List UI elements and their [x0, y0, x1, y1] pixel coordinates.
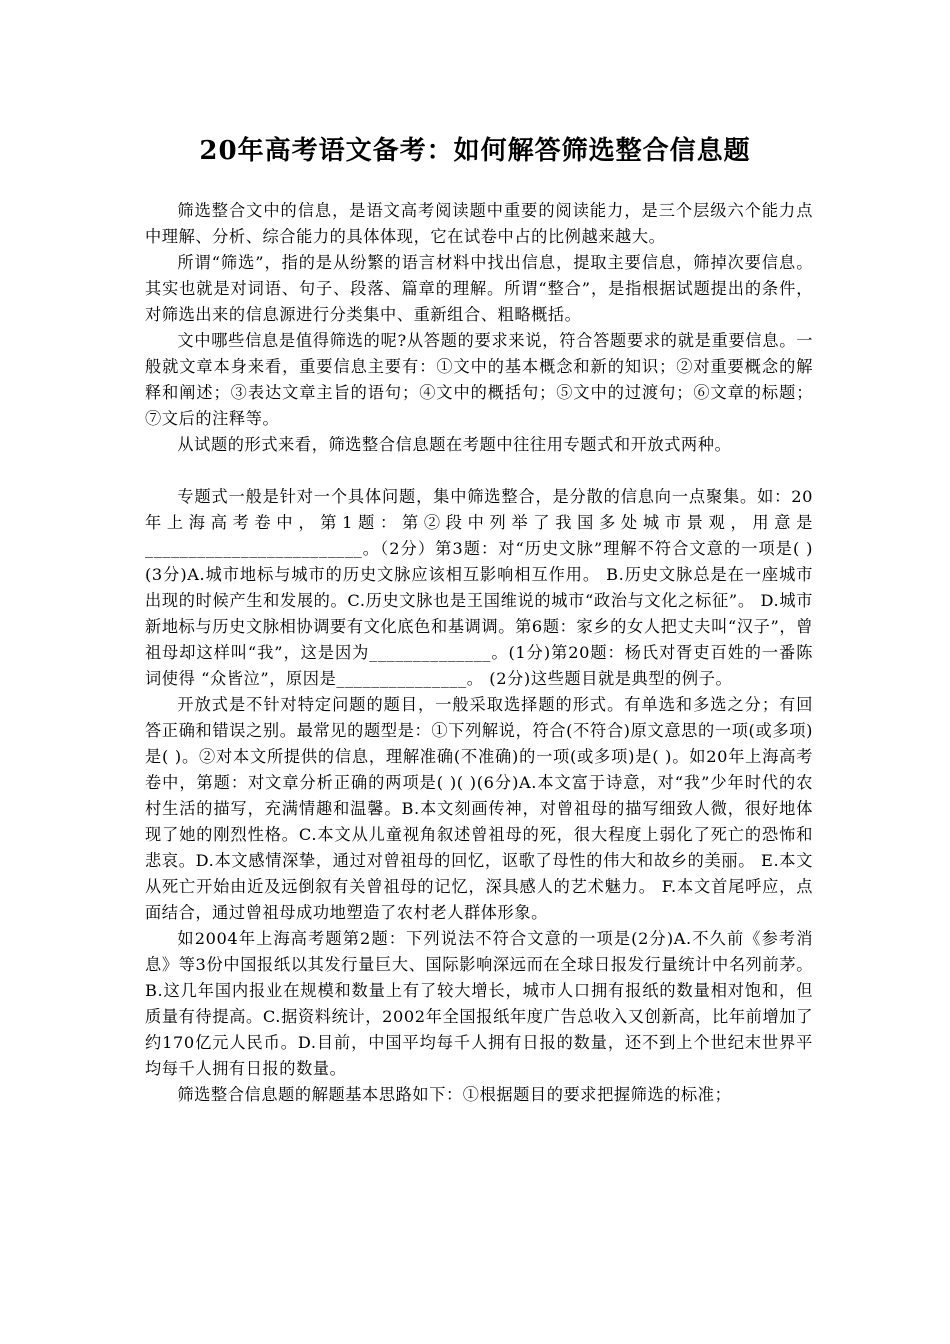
paragraph-open-type: 开放式是不针对特定问题的题目，一般采取选择题的形式。有单选和多选之分；有回答正确和错误之别。最常见的题型是：①下列解说，符合(不符合)原文意思的一项(或多项)是( )。②对本文所提供的信息，理解准确(不准确)的一项(或多项)是( )。如20年上海高考卷中，第题：对文章分析正确的两项是( )( )(6分)A.本文富于诗意，对“我”少年时代的农村生活的描写，充满情趣和温馨。B.本文刻画传神，对曾祖母的描写细致人微，很好地体现了她的刚烈性格。C.本文从儿童视角叙述曾祖母的死，很大程度上弱化了死亡的恐怖和悲哀。D.本文感情深挚，通过对曾祖母的回忆，讴歌了母性的伟大和故乡的美丽。 E.本文从死亡开始由近及远倒叙有关曾祖母的记忆，深具感人的艺术魅力。 F.本文首尾呼应，点面结合，通过曾祖母成功地塑造了农村老人群体形象。	[145, 695, 813, 922]
paragraph-important-info: 文中哪些信息是值得筛选的呢?从答题的要求来说，符合答题要求的就是重要信息。一般就文章本身来看，重要信息主要有：①文中的基本概念和新的知识；②对重要概念的解释和阐述；③表达文章主旨的语句；④文中的概括句；⑤文中的过渡句；⑥文章的标题；⑦文后的注释等。	[145, 331, 813, 428]
document-title: 20年高考语文备考：如何解答筛选整合信息题	[199, 136, 751, 166]
paragraph-intro: 筛选整合文中的信息，是语文高考阅读题中重要的阅读能力，是三个层级六个能力点中理解、分析、综合能力的具体体现，它在试卷中占的比例越来越大。	[145, 201, 813, 246]
paragraph-solving-approach: 筛选整合信息题的解题基本思路如下：①根据题目的要求把握筛选的标准；	[177, 1085, 732, 1104]
paragraph-topic-type: 专题式一般是针对一个具体问题，集中筛选整合，是分散的信息向一点聚集。如：20年上海高考卷中，第1题：第②段中列举了我国多处城市景观，用意是_________________________。（2分）第3题：对“历史文脉”理解不符合文意的一项是( )(3分)A.城市地标与城市的历史文脉应该相互影响相互作用。 B.历史文脉总是在一座城市出现的时候产生和发展的。C.历史文脉也是王国维说的城市“政治与文化之标征”。 D.城市新地标与历史文脉相协调要有文化底色和基调调。第6题：家乡的女人把丈夫叫“汉子”，曾祖母却这样叫“我”，这是因为______________。(1分)第20题：杨氏对胥吏百姓的一番陈词使得 “众皆泣”，原因是_______________。 (2分)这些题目就是典型的例子。	[145, 487, 813, 688]
document-body	[145, 198, 813, 1108]
paragraph-question-forms: 从试题的形式来看，筛选整合信息题在考题中往往用专题式和开放式两种。	[177, 435, 732, 454]
paragraph-definition: 所谓“筛选”，指的是从纷繁的语言材料中找出信息，提取主要信息，筛掉次要信息。其实也就是对词语、句子、段落、篇章的理解。所谓“整合”，是指根据试题提出的条件，对筛选出来的信息源进行分类集中、重新组合、粗略概括。	[145, 253, 813, 324]
paragraph-example-2004: 如2004年上海高考题第2题：下列说法不符合文意的一项是(2分)A.不久前《参考消息》等3份中国报纸以其发行量巨大、国际影响深远而在全球日报发行量统计中名列前茅。 B.这几年国内报业在规模和数量上有了较大增长，城市人口拥有报纸的数量相对饱和，但质量有待提高。C.据资料统计，2002年全国报纸年度广告总收入又创新高，比年前增加了约170亿元人民币。D.目前，中国平均每千人拥有日报的数量，还不到上个世纪末世界平均每千人拥有日报的数量。	[145, 929, 813, 1078]
